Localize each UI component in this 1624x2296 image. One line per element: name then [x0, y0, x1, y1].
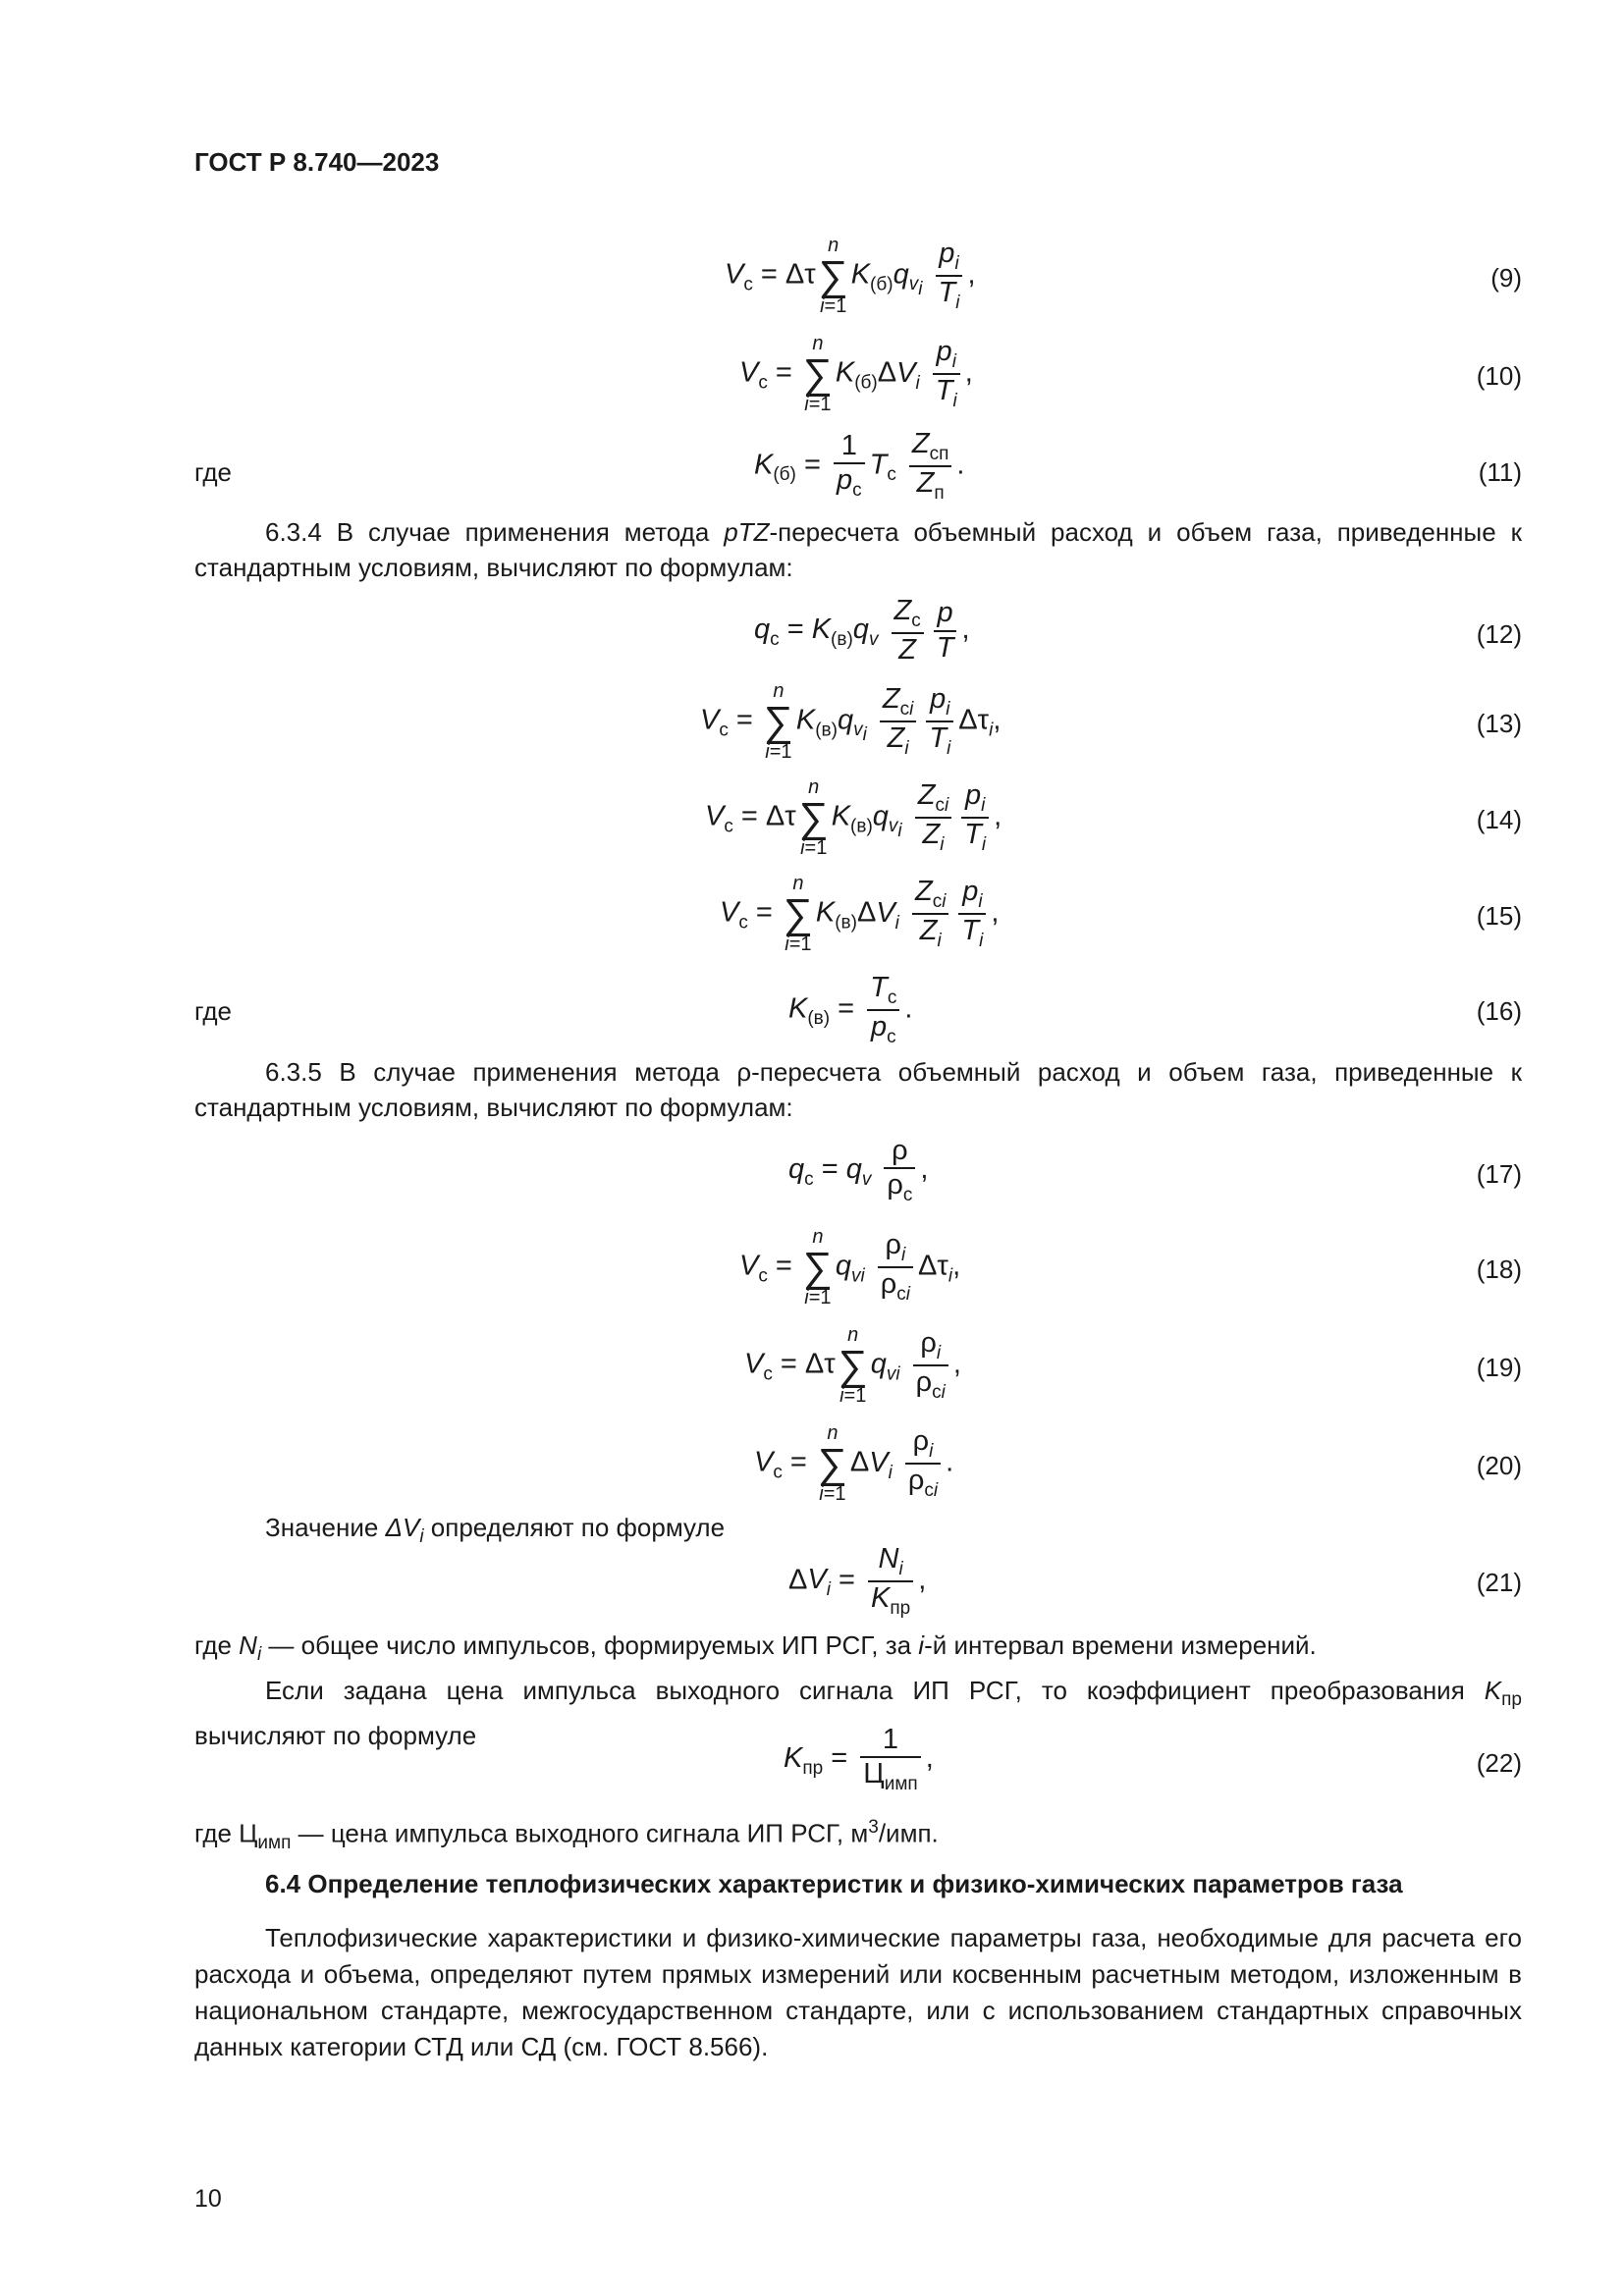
equation-number-12: (12): [1476, 619, 1522, 649]
equation-number-16: (16): [1476, 996, 1522, 1026]
paragraph-6-3-4: 6.3.4 В случае применения метода pTZ-пересчета объемный расход и объем газа, приведенные к стандартным условиям, вычисляют по формулам:: [194, 517, 1522, 582]
formula-16: $K_{(в)}$ = $\frac{T_с}{p_с}$ .: [788, 972, 913, 1047]
equation-number-15: (15): [1476, 901, 1522, 931]
formula-21: $\Delta V_i$ = $\frac{N_i}{K_{пр}}$ ,: [788, 1543, 927, 1619]
formula-22: $K_{пр}$ = $\frac{1}{Ц_{имп}}$ ,: [784, 1724, 934, 1795]
equation-number-18: (18): [1476, 1255, 1522, 1284]
paragraph-delta-v: Значение $\Delta V_i$ определяют по формуле: [265, 1513, 726, 1548]
formula-19: $V_с = \Delta\tau$ n ∑ i=1 $q_{vi}$ $\frac{\rho_i}{\rho_{сi}}$ ,: [744, 1324, 961, 1407]
paragraph-6-4-body: Теплофизические характеристики и физико-химические параметры газа, необходимые для расчета его расхода и объема, определяют путем прямых измерений или косвенным расчетным методом, изложенным в национальном стандарте, межгосударственном стандарте, или с использованием стандартных справочных данных категории СТД или СД (см. ГОСТ 8.566).: [194, 1923, 1522, 2061]
paragraph-6-3-5: 6.3.5 В случае применения метода ρ-пересчета объемный расход и объем газа, приведенные к стандартным условиям, вычисляют по формулам:: [194, 1057, 1522, 1122]
equation-number-17: (17): [1476, 1159, 1522, 1189]
paragraph-ni: где $N_i$ — общее число импульсов, формируемых ИП РСГ, за i-й интервал времени измерений. Если задана цена импульса выходного сигнала ИП РСГ, то коэффициент преобразования $K_{пр}$ вычисляют по формуле: [194, 1630, 1522, 1751]
where-label: где: [194, 457, 232, 487]
where-label: где: [194, 996, 232, 1026]
formula-18: $V_с$ = n ∑ i=1 $q_{vi}$ $\frac{\rho_i}{\rho_{сi}}$ $\Delta\tau_i$,: [739, 1226, 961, 1308]
page-number: 10: [194, 2185, 222, 2213]
equation-15: [194, 874, 1522, 964]
formula-15: $V_с$ = n ∑ i=1 $K_{(в)}\Delta V_i$ $\frac{Z_{сi}}{Z_i}$ $\frac{p_i}{T_i}$ ,: [720, 873, 1000, 955]
equation-number-14: (14): [1476, 805, 1522, 834]
equation-16: [194, 972, 1522, 1050]
equation-number-10: (10): [1476, 361, 1522, 391]
equation-20: [194, 1423, 1522, 1514]
equation-number-20: (20): [1476, 1451, 1522, 1480]
equation-number-22: (22): [1476, 1748, 1522, 1778]
formula-17: $q_с = q_v$ $\frac{\rho}{\rho_с}$ ,: [788, 1135, 929, 1206]
formula-12: $q_с = K_{(в)}q_v$ $\frac{Z_с}{Z}$ $\frac{p}{T}$ ,: [754, 595, 970, 666]
equation-19: [194, 1325, 1522, 1415]
equation-17: [194, 1135, 1522, 1213]
formula-20: $V_с$ = n ∑ i=1 $\Delta V_i$ $\frac{\rho_i}{\rho_{сi}}$ .: [754, 1422, 954, 1505]
formula-9: $V_с = \Delta\tau$ n ∑ i=1 $K_{(б)}q_{v_i}$ $\frac{p_i}{T_i}$ ,: [725, 235, 976, 317]
equation-22: [194, 1724, 1522, 1802]
equation-10: [194, 334, 1522, 422]
equation-21: [194, 1543, 1522, 1622]
paragraph-cimp: где $Ц_{имп}$ — цена импульса выходного сигнала ИП РСГ, $м^3$/имп.: [194, 1817, 939, 1853]
equation-number-21: (21): [1476, 1568, 1522, 1597]
formula-10: $V_с$ = n ∑ i=1 $K_{(б)}\Delta V_i$ $\frac{p_i}{T_i}$ ,: [739, 333, 973, 415]
formula-11: $K_{(б)}$ = $\frac{1}{p_с}$ $T_с$ $\frac{Z_{сп}}{Z_п}$ .: [754, 428, 965, 504]
equation-number-19: (19): [1476, 1353, 1522, 1382]
equation-number-9: (9): [1490, 263, 1522, 293]
equation-9: [194, 236, 1522, 324]
formula-14: $V_с = \Delta\tau$ n ∑ i=1 $K_{(в)}q_{v_i}$ $\frac{Z_{сi}}{Z_i}$ $\frac{p_i}{T_i}$ ,: [705, 776, 1002, 859]
equation-12: [194, 595, 1522, 675]
equation-number-13: (13): [1476, 709, 1522, 738]
equation-11: [194, 428, 1522, 507]
equation-number-11: (11): [1478, 457, 1522, 487]
equation-14: [194, 777, 1522, 868]
equation-18: [194, 1227, 1522, 1317]
equation-13: [194, 681, 1522, 772]
section-heading-6-4: 6.4 Определение теплофизических характеристик и физико-химических параметров газа: [265, 1869, 1403, 1898]
document-header: ГОСТ Р 8.740—2023: [194, 147, 440, 177]
formula-13: $V_с$ = n ∑ i=1 $K_{(в)}q_{v_i}$ $\frac{Z_{сi}}{Z_i}$ $\frac{p_i}{T_i}$ $\Delta\tau_i$,: [700, 680, 1001, 763]
